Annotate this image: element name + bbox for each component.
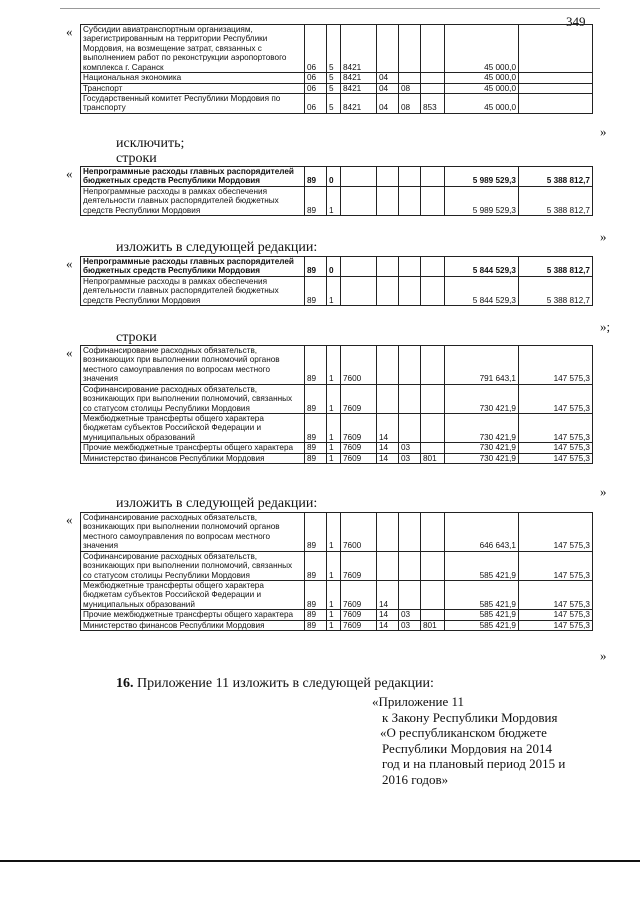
amount-2016: 5 388 812,7 [519, 167, 593, 187]
table-row [81, 93, 593, 113]
amount-2015: 45 000,0 [445, 73, 519, 83]
table-row [81, 186, 593, 215]
expense-code [421, 167, 445, 187]
subsection-code [377, 384, 399, 413]
row-name: Непрограммные расходы в рамках обеспечения деятельности главных распорядителей бюджетных средств Республики Мордовия [81, 186, 305, 215]
table-row [81, 384, 593, 413]
expense-code: 853 [421, 93, 445, 113]
appendix-heading [372, 694, 565, 787]
quote-close: » [600, 484, 607, 499]
ministry-code: 89 [305, 453, 327, 463]
amount-2016: 147 575,3 [519, 384, 593, 413]
expense-code: 801 [421, 620, 445, 630]
target-code: 7609 [341, 620, 377, 630]
table-row [81, 610, 593, 620]
subsection-code: 14 [377, 610, 399, 620]
table-new-a [80, 256, 593, 306]
subsection-code [377, 276, 399, 305]
rows-phrase: строки [116, 151, 157, 166]
table-row [81, 580, 593, 609]
subsection-code [377, 346, 399, 385]
section-code: 1 [327, 443, 341, 453]
subsection-code [377, 513, 399, 552]
expense-code [421, 73, 445, 83]
amount-2016: 147 575,3 [519, 620, 593, 630]
table-new-b-block [80, 512, 592, 631]
subsection-code [377, 167, 399, 187]
expense-code: 801 [421, 453, 445, 463]
table-old-a-block [80, 166, 592, 216]
subsection2-code [399, 167, 421, 187]
table-old-b-block [80, 345, 592, 464]
subsection2-code: 03 [399, 620, 421, 630]
table-row [81, 620, 593, 630]
amount-2015: 730 421,9 [445, 413, 519, 442]
amount-2015: 45 000,0 [445, 93, 519, 113]
new-edition-phrase: изложить в следующей редакции: [116, 240, 318, 255]
amount-2016 [519, 83, 593, 93]
amount-2015: 585 421,9 [445, 551, 519, 580]
ministry-code: 89 [305, 610, 327, 620]
quote-open: « [66, 24, 73, 39]
exclude-phrase: исключить; [116, 136, 185, 151]
table-old-b [80, 345, 593, 464]
row-name: Межбюджетные трансферты общего характера бюджетам субъектов Российской Федерации и муниципальных образований [81, 580, 305, 609]
amount-2016: 147 575,3 [519, 453, 593, 463]
row-name: Субсидии авиатранспортным организациям, зарегистрированным на территории Республики Мордовия, на возмещение затрат, связанных с выполнением работ по реконструкции аэропортового комплекса г. Саранск [81, 25, 305, 73]
amount-2015: 45 000,0 [445, 25, 519, 73]
target-code: 7600 [341, 346, 377, 385]
appendix-line: «О республиканском бюджете [380, 725, 547, 740]
expense-code [421, 186, 445, 215]
subsection-code: 14 [377, 443, 399, 453]
table-excluded-block [80, 24, 592, 114]
target-code [341, 167, 377, 187]
amount-2016: 5 388 812,7 [519, 276, 593, 305]
row-name: Министерство финансов Республики Мордовия [81, 620, 305, 630]
row-name: Прочие межбюджетные трансферты общего характера [81, 610, 305, 620]
expense-code [421, 257, 445, 277]
table-old-a [80, 166, 593, 216]
subsection-code: 04 [377, 83, 399, 93]
amount-2016: 147 575,3 [519, 580, 593, 609]
appendix-line: Республики Мордовия на 2014 [382, 740, 552, 756]
amount-2016: 147 575,3 [519, 610, 593, 620]
amount-2016 [519, 93, 593, 113]
target-code: 7609 [341, 453, 377, 463]
table-excluded [80, 24, 593, 114]
quote-close: » [600, 648, 607, 663]
table-row [81, 346, 593, 385]
table-new-a-block [80, 256, 592, 306]
subsection2-code [399, 513, 421, 552]
ministry-code: 89 [305, 384, 327, 413]
ministry-code: 89 [305, 167, 327, 187]
row-name: Национальная экономика [81, 73, 305, 83]
section-code: 1 [327, 620, 341, 630]
target-code: 8421 [341, 73, 377, 83]
target-code: 8421 [341, 93, 377, 113]
subsection2-code [399, 384, 421, 413]
target-code: 7609 [341, 384, 377, 413]
subsection2-code: 08 [399, 83, 421, 93]
subsection-code: 14 [377, 413, 399, 442]
section-code: 5 [327, 83, 341, 93]
ministry-code: 89 [305, 186, 327, 215]
section-code: 1 [327, 276, 341, 305]
table-row [81, 551, 593, 580]
amount-2015: 5 844 529,3 [445, 276, 519, 305]
section-code: 0 [327, 257, 341, 277]
amount-2015: 791 643,1 [445, 346, 519, 385]
section-code: 1 [327, 580, 341, 609]
expense-code [421, 83, 445, 93]
expense-code [421, 346, 445, 385]
row-name: Софинансирование расходных обязательств, возникающих при выполнении полномочий органов местного самоуправления по вопросам местного значения [81, 513, 305, 552]
target-code: 8421 [341, 25, 377, 73]
subsection2-code [399, 551, 421, 580]
subsection-code: 14 [377, 580, 399, 609]
table-row [81, 443, 593, 453]
table-row [81, 25, 593, 73]
subsection2-code: 03 [399, 443, 421, 453]
appendix-line: 2016 годов» [382, 771, 449, 787]
section-code: 1 [327, 551, 341, 580]
subsection2-code [399, 413, 421, 442]
amount-2016: 5 388 812,7 [519, 186, 593, 215]
subsection-code [377, 25, 399, 73]
subsection-code: 14 [377, 453, 399, 463]
table-row [81, 513, 593, 552]
ministry-code: 89 [305, 276, 327, 305]
target-code: 7609 [341, 580, 377, 609]
ministry-code: 06 [305, 83, 327, 93]
section-code: 5 [327, 73, 341, 83]
section-16 [116, 676, 434, 692]
ministry-code: 89 [305, 346, 327, 385]
expense-code [421, 25, 445, 73]
appendix-line: к Закону Республики Мордовия [382, 709, 558, 725]
subsection2-code [399, 186, 421, 215]
subsection-code: 04 [377, 73, 399, 83]
table-row [81, 73, 593, 83]
amount-2015: 585 421,9 [445, 620, 519, 630]
row-name: Министерство финансов Республики Мордовия [81, 453, 305, 463]
section-code: 5 [327, 25, 341, 73]
quote-open: « [66, 256, 73, 271]
appendix-line: «Приложение 11 [372, 694, 465, 709]
row-name: Непрограммные расходы главных распорядителей бюджетных средств Республики Мордовия [81, 257, 305, 277]
amount-2015: 585 421,9 [445, 580, 519, 609]
quote-open: « [66, 166, 73, 181]
amount-2015: 730 421,9 [445, 443, 519, 453]
amount-2015: 5 989 529,3 [445, 186, 519, 215]
expense-code [421, 443, 445, 453]
amount-2015: 730 421,9 [445, 453, 519, 463]
table-row [81, 167, 593, 187]
table-new-b [80, 512, 593, 631]
subsection-code: 14 [377, 620, 399, 630]
expense-code [421, 413, 445, 442]
subsection2-code [399, 73, 421, 83]
table-row [81, 257, 593, 277]
page-number: 349 [566, 14, 586, 29]
expense-code [421, 276, 445, 305]
amount-2016: 147 575,3 [519, 346, 593, 385]
amount-2016: 147 575,3 [519, 413, 593, 442]
expense-code [421, 610, 445, 620]
subsection2-code [399, 580, 421, 609]
subsection2-code: 03 [399, 610, 421, 620]
subsection2-code: 08 [399, 93, 421, 113]
section-code: 0 [327, 167, 341, 187]
expense-code [421, 384, 445, 413]
section-code: 1 [327, 413, 341, 442]
section-code: 1 [327, 610, 341, 620]
target-code: 7609 [341, 610, 377, 620]
target-code: 7600 [341, 513, 377, 552]
ministry-code: 89 [305, 257, 327, 277]
section-code: 1 [327, 453, 341, 463]
row-name: Транспорт [81, 83, 305, 93]
ministry-code: 06 [305, 93, 327, 113]
amount-2016: 147 575,3 [519, 513, 593, 552]
row-name: Софинансирование расходных обязательств, возникающих при выполнении полномочий, связанных со статусом столицы Республики Мордовия [81, 384, 305, 413]
table-row [81, 413, 593, 442]
subsection-code [377, 551, 399, 580]
target-code: 7609 [341, 551, 377, 580]
amount-2015: 45 000,0 [445, 83, 519, 93]
target-code: 8421 [341, 83, 377, 93]
target-code: 7609 [341, 413, 377, 442]
section-16-number: 16. [116, 676, 134, 691]
section-code: 5 [327, 93, 341, 113]
bottom-rule [0, 860, 640, 862]
ministry-code: 89 [305, 413, 327, 442]
quote-close: » [600, 124, 607, 139]
subsection2-code [399, 257, 421, 277]
row-name: Непрограммные расходы главных распорядителей бюджетных средств Республики Мордовия [81, 167, 305, 187]
subsection2-code: 03 [399, 453, 421, 463]
ministry-code: 06 [305, 73, 327, 83]
amount-2016: 5 388 812,7 [519, 257, 593, 277]
subsection-code [377, 186, 399, 215]
new-edition-phrase: изложить в следующей редакции: [116, 496, 318, 511]
row-name: Государственный комитет Республики Мордовия по транспорту [81, 93, 305, 113]
table-row [81, 276, 593, 305]
subsection-code: 04 [377, 93, 399, 113]
ministry-code: 89 [305, 513, 327, 552]
section-code: 1 [327, 186, 341, 215]
ministry-code: 89 [305, 580, 327, 609]
amount-2016: 147 575,3 [519, 443, 593, 453]
target-code [341, 276, 377, 305]
quote-close: » [600, 229, 607, 244]
subsection2-code [399, 276, 421, 305]
expense-code [421, 580, 445, 609]
ministry-code: 06 [305, 25, 327, 73]
row-name: Софинансирование расходных обязательств, возникающих при выполнении полномочий, связанных со статусом столицы Республики Мордовия [81, 551, 305, 580]
rows-phrase: строки [116, 330, 157, 345]
appendix-line: год и на плановый период 2015 и [382, 756, 566, 771]
quote-close-semicolon: »; [600, 319, 611, 334]
expense-code [421, 551, 445, 580]
quote-open: « [66, 512, 73, 527]
row-name: Межбюджетные трансферты общего характера бюджетам субъектов Российской Федерации и муниципальных образований [81, 413, 305, 442]
amount-2016 [519, 25, 593, 73]
table-row [81, 83, 593, 93]
ministry-code: 89 [305, 620, 327, 630]
top-rule [60, 8, 600, 9]
amount-2015: 730 421,9 [445, 384, 519, 413]
table-row [81, 453, 593, 463]
target-code [341, 257, 377, 277]
amount-2015: 5 844 529,3 [445, 257, 519, 277]
amount-2015: 585 421,9 [445, 610, 519, 620]
subsection2-code [399, 346, 421, 385]
ministry-code: 89 [305, 551, 327, 580]
ministry-code: 89 [305, 443, 327, 453]
row-name: Непрограммные расходы в рамках обеспечения деятельности главных распорядителей бюджетных средств Республики Мордовия [81, 276, 305, 305]
section-code: 1 [327, 346, 341, 385]
section-code: 1 [327, 513, 341, 552]
target-code [341, 186, 377, 215]
row-name: Софинансирование расходных обязательств, возникающих при выполнении полномочий органов местного самоуправления по вопросам местного значения [81, 346, 305, 385]
subsection-code [377, 257, 399, 277]
amount-2016: 147 575,3 [519, 551, 593, 580]
target-code: 7609 [341, 443, 377, 453]
subsection2-code [399, 25, 421, 73]
section-code: 1 [327, 384, 341, 413]
amount-2015: 646 643,1 [445, 513, 519, 552]
row-name: Прочие межбюджетные трансферты общего характера [81, 443, 305, 453]
quote-open: « [66, 345, 73, 360]
amount-2015: 5 989 529,3 [445, 167, 519, 187]
expense-code [421, 513, 445, 552]
section-16-text: Приложение 11 изложить в следующей редакции: [133, 676, 434, 691]
amount-2016 [519, 73, 593, 83]
